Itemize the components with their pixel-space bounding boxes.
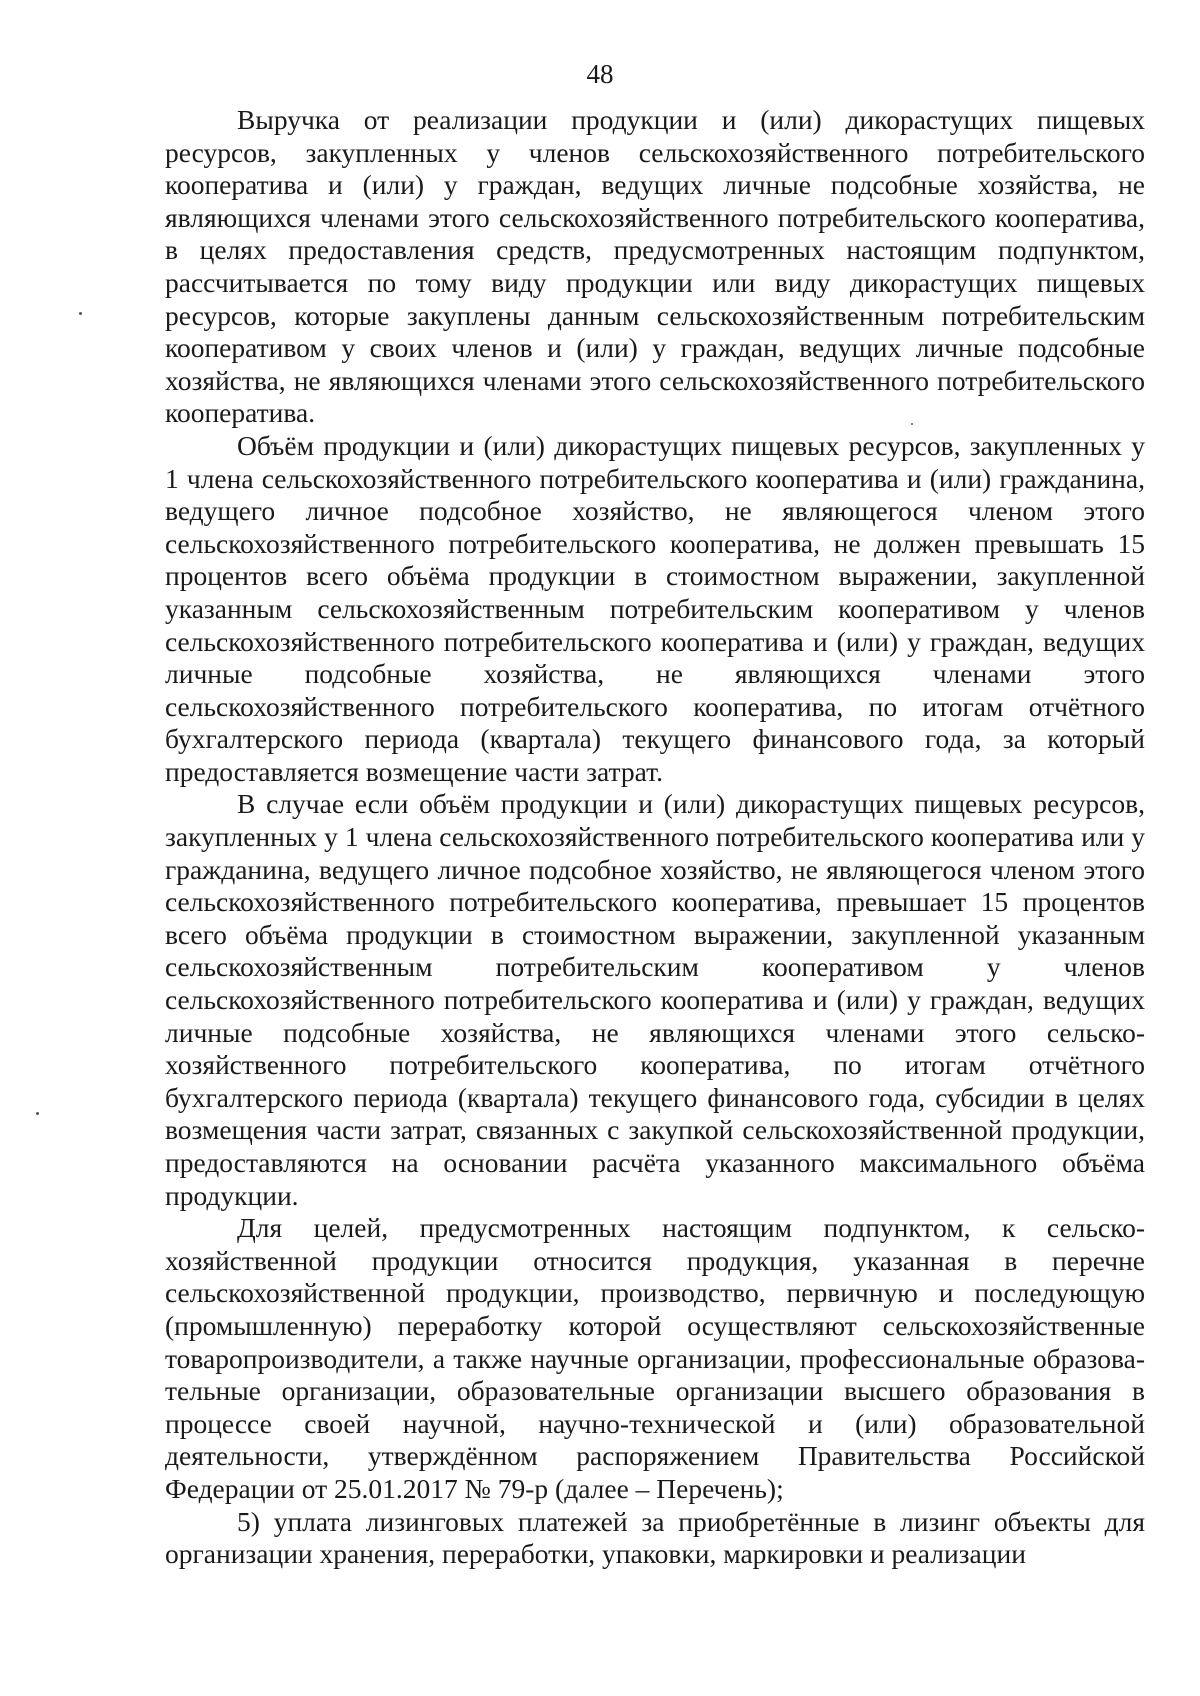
page-number: 48: [586, 59, 614, 89]
scan-speck: [911, 423, 913, 425]
paragraph-purchase-volume-limit: Объём продукции и (или) дикорастущих пищевых ресурсов, закупленных у 1 члена сельскохозяйственного потребительского кооператива и (или) гражданина, ведущего личное подсобное хозяйство, не являющегося членом этого сельскохозяйственного потребительского кооператива, не должен превышать 15 процентов всего объёма продукции в стоимостном выражении, закупленной указанным сельскохозяйственным потребительским кооперативом у членов сельскохозяйственного потребительского кооператива и (или) у граждан, ведущих личные подсобные хозяйства, не являющихся членами этого сельскохозяйственного потребительского кооператива, по итогам отчётного бухгалтерского периода (квартала) текущего финансового года, за который предоставляется возмещение части затрат.: [165, 429, 1145, 787]
scan-speck: [36, 1112, 39, 1115]
scan-speck: [79, 312, 82, 315]
paragraph-leasing-payments: 5) уплата лизинговых платежей за приобретённые в лизинг объекты для организации хранения, переработки, упаковки, маркировки и реализации: [165, 1505, 1145, 1570]
paragraph-revenue-calculation: Выручка от реализации продукции и (или) дикорастущих пищевых ресурсов, закупленных у членов сельскохозяйственного потребительского кооператива и (или) у граждан, ведущих личные подсобные хозяйства, не являющихся членами этого сельскохозяйственного потребительского кооператива, в целях предоставления средств, предусмотренных настоящим подпунктом, рассчитывается по тому виду продукции или виду дикорастущих пищевых ресурсов, которые закуплены данным сельскохозяйственным потребительским кооперативом у своих членов и (или) у граждан, ведущих личные подсобные хозяйства, не являющихся членами этого сельскохозяйственного потребительского кооператива.: [165, 104, 1145, 429]
paragraph-agricultural-products-definition: Для целей, предусмотренных настоящим подпунктом, к сельскохозяйственной продукции относится продукция, указанная в перечне сельскохозяйственной продукции, производство, первичную и последующую (промышленную) переработку которой осуществляют сельскохозяйственные товаропроизводители, а также научные организации, профессиональные образовательные организации, образовательные организации высшего образования в процессе своей научной, научно-технической и (или) образовательной деятельности, утверждённом распоряжением Правительства Российской Федерации от 25.01.2017 № 79-р (далее – Перечень);: [165, 1212, 1145, 1504]
document-body: [165, 104, 1145, 1571]
paragraph-excess-volume-case: В случае если объём продукции и (или) дикорастущих пищевых ресурсов, закупленных у 1 члена сельскохозяйственного потребительского кооператива или у гражданина, ведущего личное подсобное хозяйство, не являющегося членом этого сельскохозяйственного потребительского кооператива, превышает 15 процентов всего объёма продукции в стоимостном выражении, закупленной указанным сельскохозяйственным потребительским кооперативом у членов сельскохозяйственного потребительского кооператива и (или) у граждан, ведущих личные подсобные хозяйства, не являющихся членами этого сельскохозяйственного потребительского кооператива, по итогам отчётного бухгалтерского периода (квартала) текущего финансового года, субсидии в целях возмещения части затрат, связанных с закупкой сельскохозяйственной продукции, предоставляются на основании расчёта указанного максимального объёма продукции.: [165, 788, 1145, 1211]
